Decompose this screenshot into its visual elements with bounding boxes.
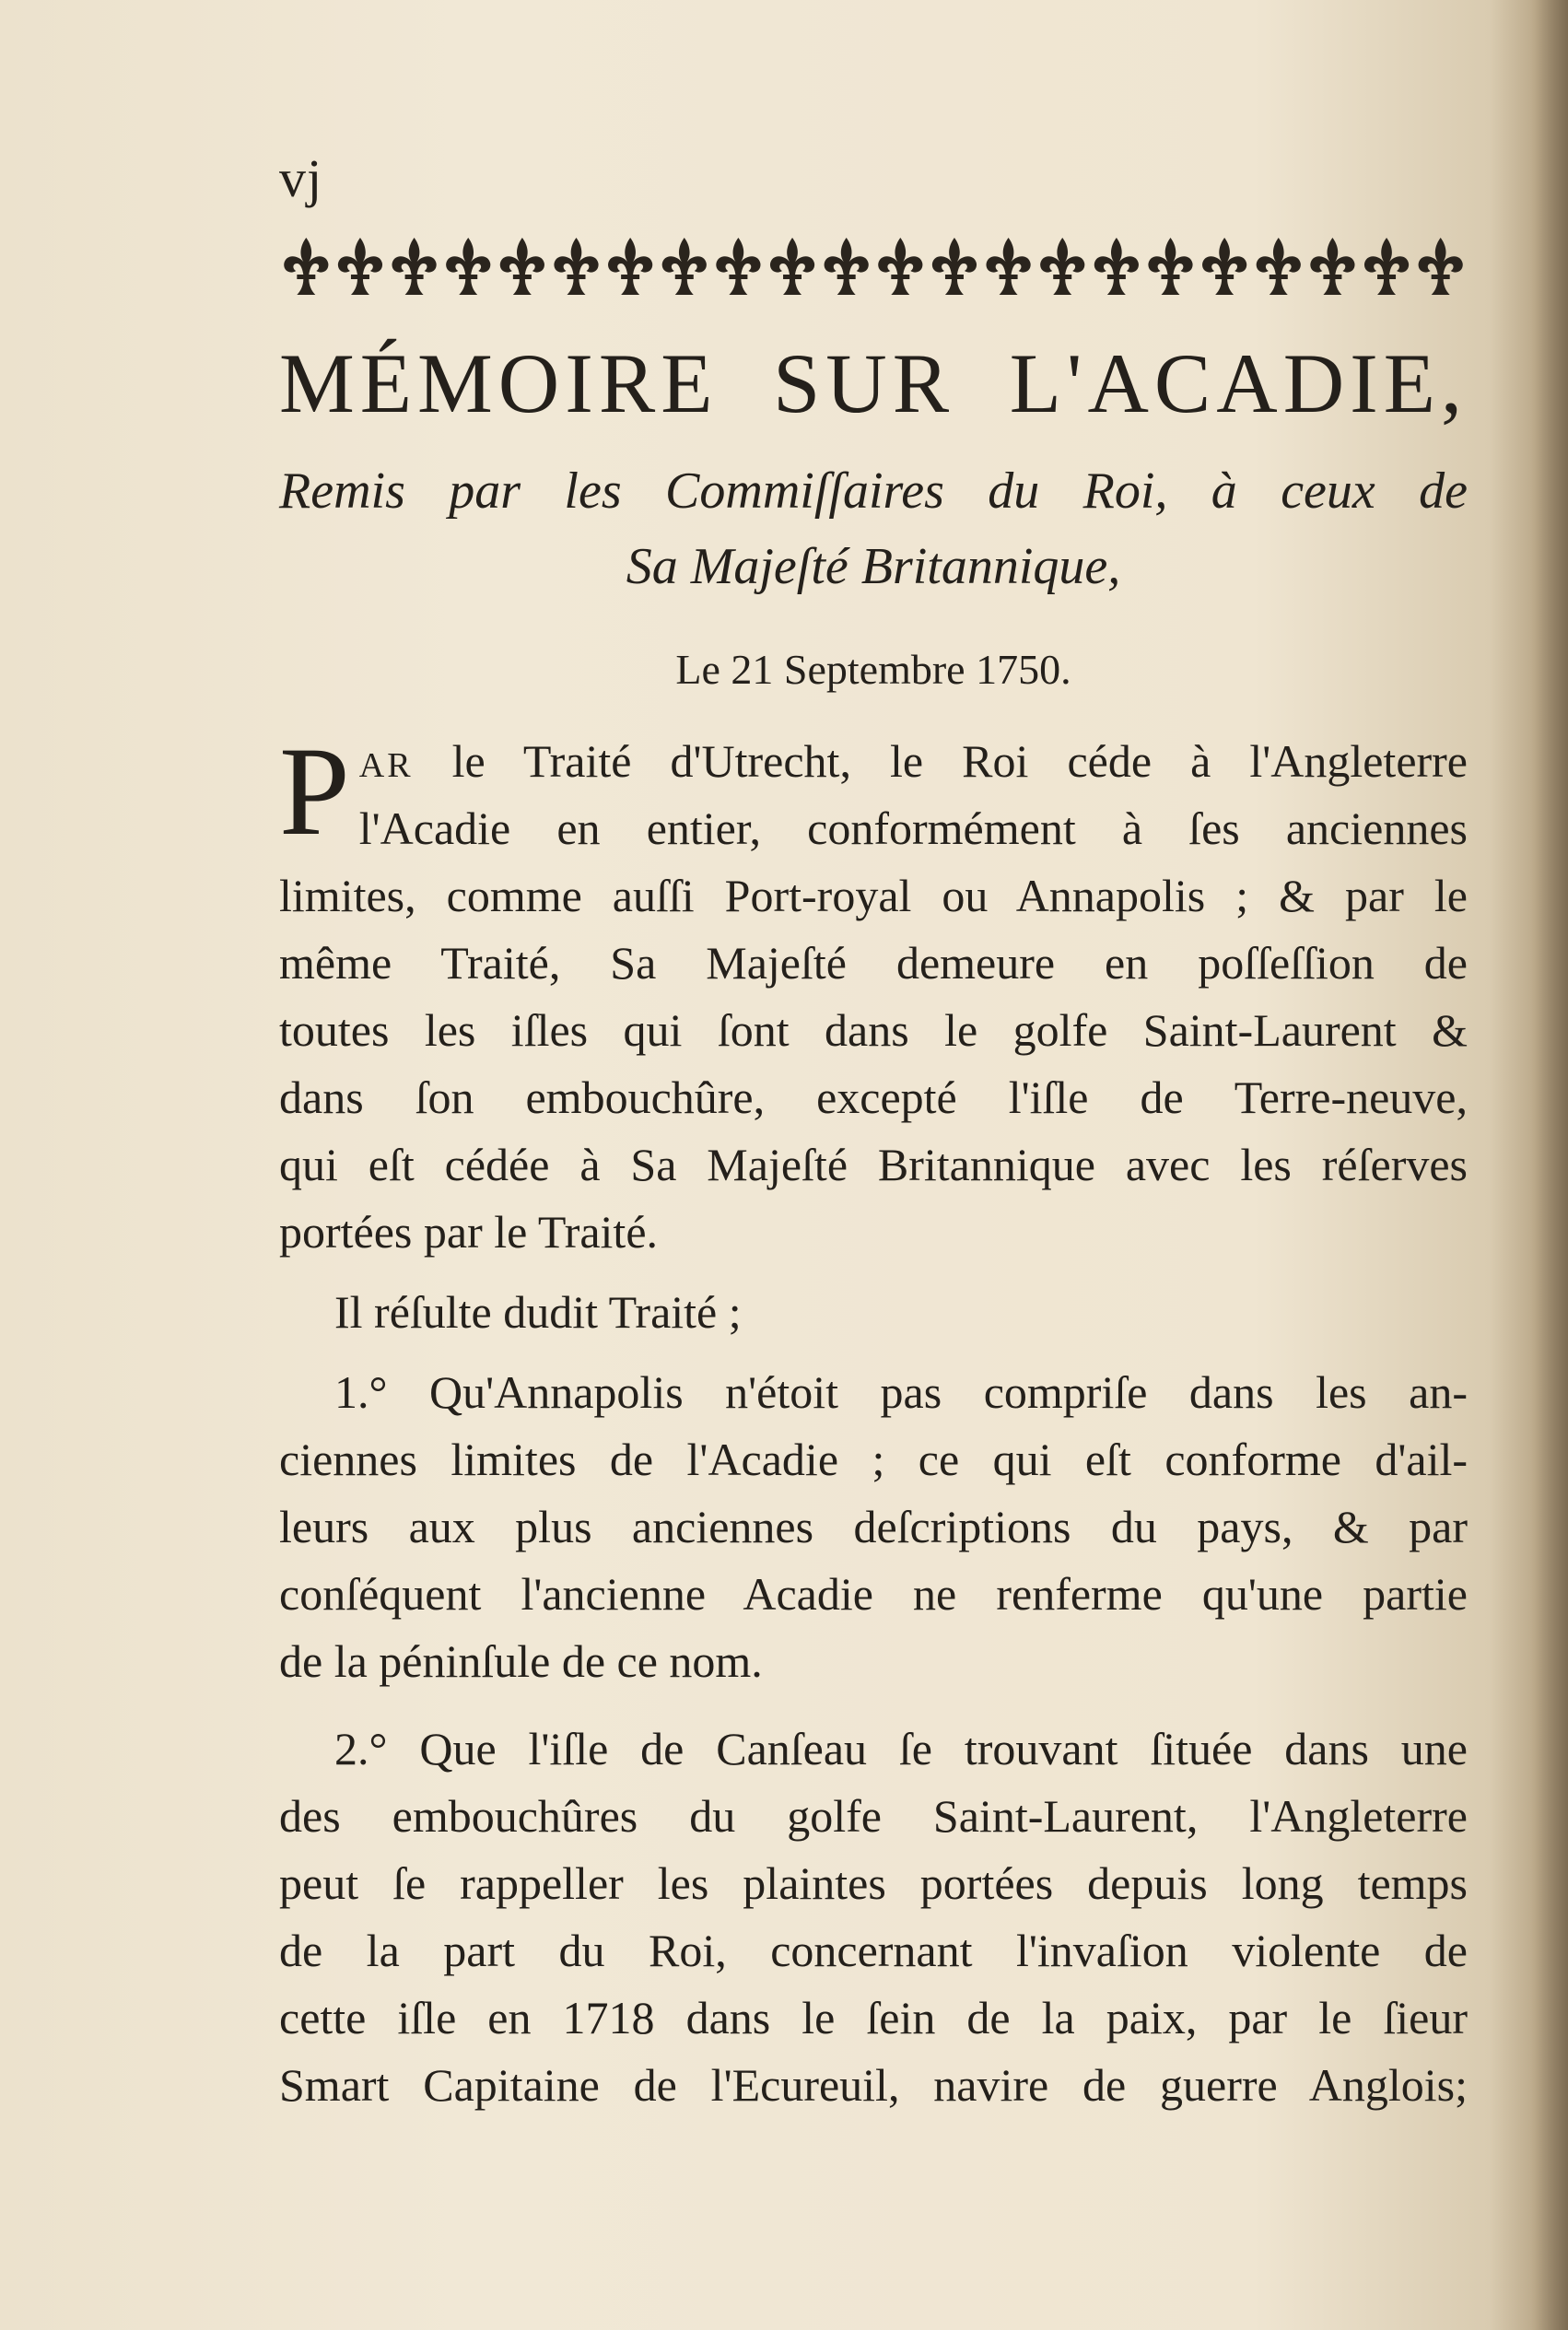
date-line: Le 21 Septembre 1750. — [675, 646, 1071, 693]
text-line: même Traité, Sa Majeſté demeure en poſſeſſion de — [279, 937, 1468, 989]
text-line: leurs aux plus anciennes deſcriptions du pays, & par — [279, 1501, 1468, 1552]
paragraph-2 — [279, 1279, 1468, 1346]
text-line: dans ſon embouchûre, excepté l'iſle de Terre-neuve, — [279, 1071, 1468, 1123]
spacer — [279, 1346, 1468, 1359]
page-title: MÉMOIRE SUR L'ACADIE, — [279, 336, 1468, 430]
fleur-de-lis-icon — [770, 238, 814, 295]
fleur-de-lis-icon — [338, 238, 382, 295]
text-line: de la péninſule de ce nom. — [279, 1635, 763, 1687]
subtitle-line-1: Remis par les Commiſſaires du Roi, à ceux de — [279, 462, 1468, 520]
fleur-de-lis-icon — [716, 238, 760, 295]
fleur-de-lis-icon — [1202, 238, 1246, 295]
text-line: de la part du Roi, concernant l'invaſion violente de — [279, 1925, 1468, 1976]
page-number: vj — [279, 148, 323, 208]
text-line: peut ſe rappeller les plaintes portées depuis long temps — [279, 1857, 1468, 1909]
drop-cap: P — [279, 720, 350, 861]
fleur-de-lis-icon — [1257, 238, 1301, 295]
subtitle-line-2: Sa Majeſté Britannique, — [626, 538, 1121, 595]
fleur-de-lis-icon — [1364, 238, 1409, 295]
text-line: 2.° Que l'iſle de Canſeau ſe trouvant ſituée dans une — [334, 1723, 1468, 1774]
fleuron-border — [279, 230, 1468, 304]
fleur-de-lis-icon — [987, 238, 1031, 295]
text-line — [279, 728, 1468, 795]
body-text — [279, 720, 1468, 2119]
fleur-de-lis-icon — [1148, 238, 1192, 295]
fleur-de-lis-icon — [284, 238, 328, 295]
fleur-de-lis-icon — [608, 238, 652, 295]
fleur-de-lis-icon — [932, 238, 977, 295]
fleur-de-lis-icon — [554, 238, 598, 295]
spacer — [279, 1266, 1468, 1279]
text-line: Il réſulte dudit Traité ; — [334, 1286, 742, 1338]
fleur-de-lis-icon — [446, 238, 490, 295]
fleur-de-lis-icon — [392, 238, 437, 295]
text-line: toutes les iſles qui ſont dans le golfe Saint-Laurent & — [279, 1004, 1468, 1056]
page-gutter-shadow — [1531, 0, 1568, 2330]
fleur-de-lis-icon — [878, 238, 922, 295]
text-line: Smart Capitaine de l'Ecureuil, navire de guerre Anglois; — [279, 2059, 1468, 2111]
text-line: portées par le Traité. — [279, 1206, 659, 1258]
line-text: le Traité d'Utrecht, le Roi céde à l'Angleterre — [413, 735, 1468, 787]
fleur-de-lis-icon — [500, 238, 544, 295]
paragraph-3 — [279, 1359, 1468, 1695]
subtitle — [279, 462, 1468, 595]
fleur-de-lis-icon — [1419, 238, 1463, 295]
spacer — [279, 1695, 1468, 1715]
text-line: conſéquent l'ancienne Acadie ne renferme qu'une partie — [279, 1568, 1468, 1620]
text-line: cette iſle en 1718 dans le ſein de la paix, par le ſieur — [279, 1992, 1468, 2043]
text-line: limites, comme auſſi Port-royal ou Annapolis ; & par le — [279, 870, 1468, 921]
fleur-de-lis-icon — [825, 238, 869, 295]
text-line: des embouchûres du golfe Saint-Laurent, l'Angleterre — [279, 1790, 1468, 1842]
paragraph-4 — [279, 1715, 1468, 2119]
fleur-de-lis-icon — [1310, 238, 1354, 295]
text-line: 1.° Qu'Annapolis n'étoit pas compriſe dans les an- — [334, 1366, 1468, 1418]
text-line: ciennes limites de l'Acadie ; ce qui eſt conforme d'ail- — [279, 1434, 1468, 1485]
fleur-de-lis-icon — [1040, 238, 1084, 295]
paragraph-1 — [279, 720, 1468, 1266]
fleur-de-lis-icon — [1094, 238, 1139, 295]
text-line: qui eſt cédée à Sa Majeſté Britannique avec les réſerves — [279, 1139, 1468, 1190]
small-caps-word: AR — [358, 746, 414, 785]
text-line: l'Acadie en entier, conformément à ſes anciennes — [358, 802, 1468, 854]
fleur-de-lis-icon — [662, 238, 707, 295]
